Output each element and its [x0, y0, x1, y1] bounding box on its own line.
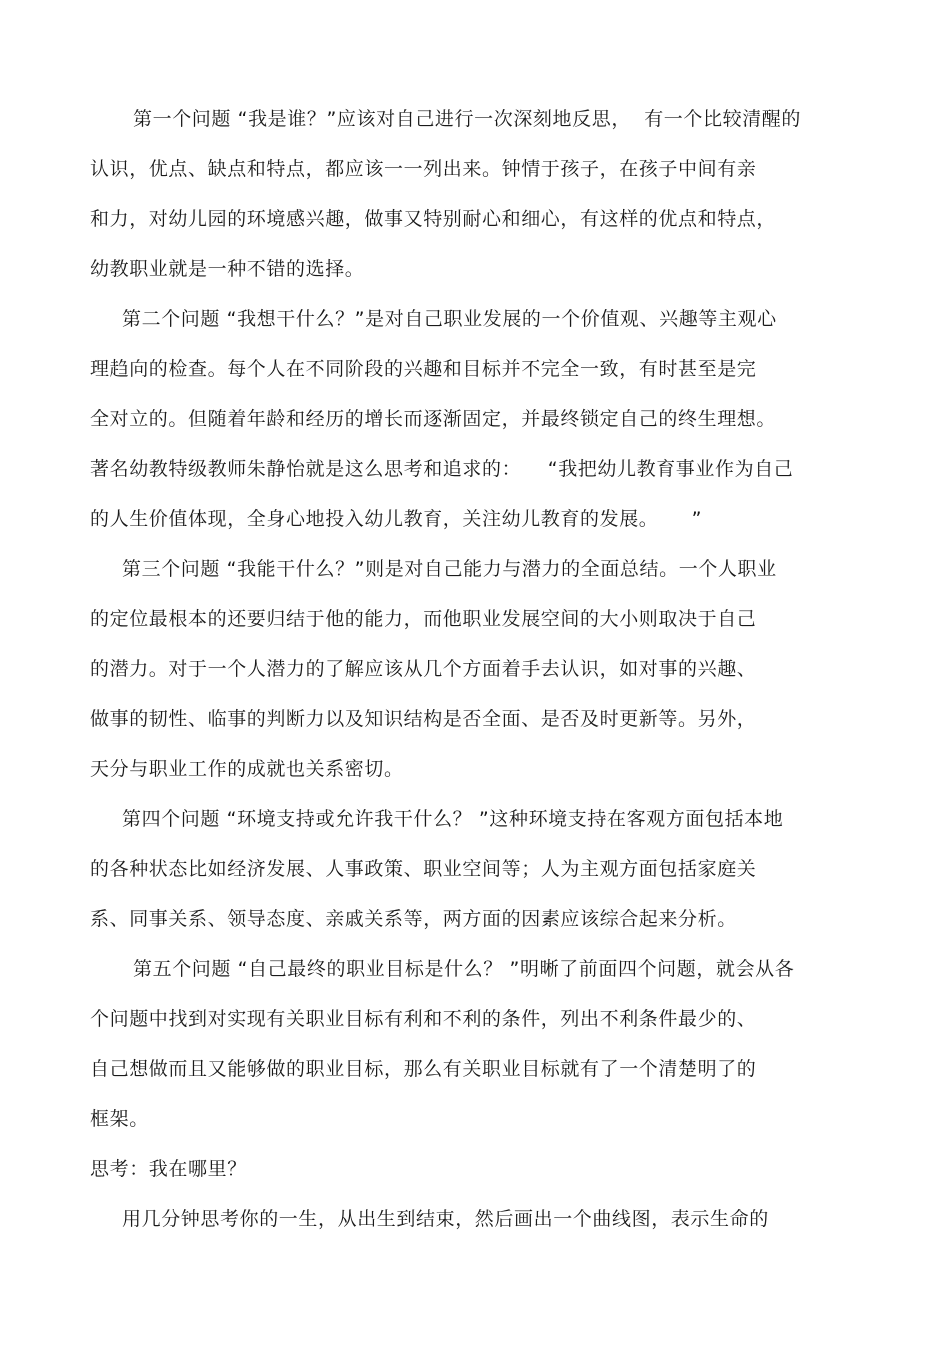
- text-line: 框架。: [90, 1108, 149, 1130]
- text-line: 个问题中找到对实现有关职业目标有利和不利的条件，列出不利条件最少的、: [90, 1008, 757, 1030]
- text-line: 幼教职业就是一种不错的选择。: [90, 258, 365, 280]
- text-line: 第四个问题 “环境支持或允许我干什么？ ”这种环境支持在客观方面包括本地: [122, 808, 784, 830]
- text-line: 系、同事关系、领导态度、亲戚关系等，两方面的因素应该综合起来分析。: [90, 908, 737, 930]
- text-line: 的潜力。对于一个人潜力的了解应该从几个方面着手去认识，如对事的兴趣、: [90, 658, 757, 680]
- text-line: 做事的韧性、临事的判断力以及知识结构是否全面、是否及时更新等。另外，: [90, 708, 757, 730]
- text-line: 的定位最根本的还要归结于他的能力，而他职业发展空间的大小则取决于自己: [90, 608, 757, 630]
- text-line: 著名幼教特级教师朱静怡就是这么思考和追求的： “我把幼儿教育事业作为自己: [90, 458, 794, 480]
- text-line: 认识，优点、缺点和特点，都应该一一列出来。钟情于孩子，在孩子中间有亲: [90, 158, 757, 180]
- text-line: 的人生价值体现，全身心地投入幼儿教育，关注幼儿教育的发展。 ”: [90, 508, 703, 530]
- text-line: 第二个问题 “我想干什么？”是对自己职业发展的一个价值观、兴趣等主观心: [122, 308, 777, 330]
- text-line: 第一个问题 “我是谁？”应该对自己进行一次深刻地反思， 有一个比较清醒的: [133, 108, 802, 130]
- text-line: 第五个问题 “自己最终的职业目标是什么？ ”明晰了前面四个问题，就会从各: [133, 958, 795, 980]
- text-line: 第三个问题 “我能干什么？”则是对自己能力与潜力的全面总结。一个人职业: [122, 558, 777, 580]
- text-line: 理趋向的检查。每个人在不同阶段的兴趣和目标并不完全一致，有时甚至是完: [90, 358, 757, 380]
- text-line: 自己想做而且又能够做的职业目标，那么有关职业目标就有了一个清楚明了的: [90, 1058, 757, 1080]
- text-line: 天分与职业工作的成就也关系密切。: [90, 758, 404, 780]
- text-line: 和力，对幼儿园的环境感兴趣，做事又特别耐心和细心，有这样的优点和特点，: [90, 208, 777, 230]
- section-heading: 思考：我在哪里？: [90, 1158, 247, 1180]
- text-line: 用几分钟思考你的一生，从出生到结束，然后画出一个曲线图，表示生命的: [122, 1208, 769, 1230]
- text-line: 全对立的。但随着年龄和经历的增长而逐渐固定，并最终锁定自己的终生理想。: [90, 408, 777, 430]
- text-line: 的各种状态比如经济发展、人事政策、职业空间等；人为主观方面包括家庭关: [90, 858, 757, 880]
